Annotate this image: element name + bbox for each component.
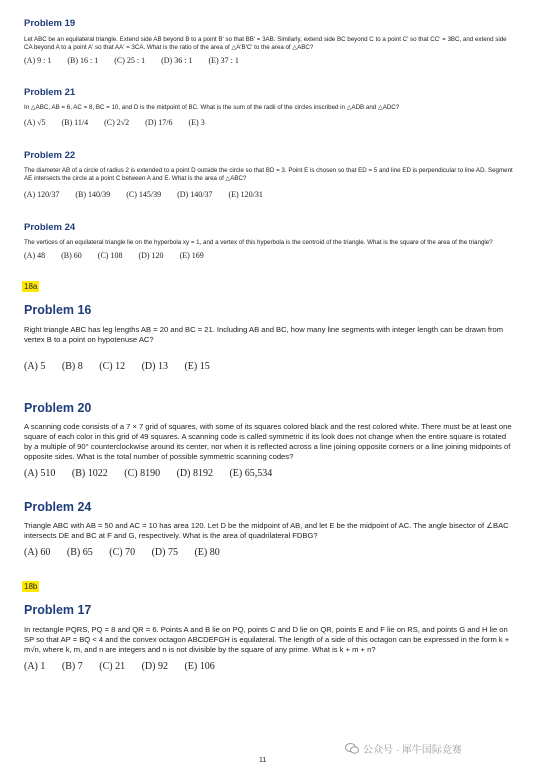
choice-a: (A) 9 : 1 — [24, 56, 52, 65]
section-tag-18b: 18b — [24, 582, 38, 591]
problem-24-quadrilateral — [24, 500, 516, 558]
choice-d: (D) 13 — [141, 361, 168, 372]
choice-c: (C) 2√2 — [104, 118, 130, 127]
problem-title: Problem 17 — [24, 603, 92, 617]
choice-c: (C) 145/39 — [126, 190, 162, 199]
choice-b: (B) 1022 — [71, 468, 108, 479]
choice-c: (C) 8190 — [124, 468, 161, 479]
problem-title: Problem 22 — [24, 150, 76, 161]
choice-d: (D) 75 — [151, 547, 178, 558]
problem-19 — [24, 18, 516, 65]
choice-a: (A) 5 — [24, 361, 46, 372]
choice-a: (A) 120/37 — [24, 190, 60, 199]
problem-24-hyperbola — [24, 222, 516, 260]
choice-b: (B) 8 — [61, 361, 83, 372]
problem-title: Problem 19 — [24, 18, 76, 29]
choice-a: (A) √5 — [24, 118, 46, 127]
problem-title: Problem 24 — [24, 500, 92, 514]
choice-b: (B) 7 — [61, 661, 83, 672]
choice-d: (D) 140/37 — [177, 190, 213, 199]
choice-e: (E) 106 — [184, 661, 215, 672]
problem-16 — [24, 303, 516, 372]
page-number: 11 — [259, 757, 267, 764]
choice-a: (A) 1 — [24, 661, 46, 672]
choice-a: (A) 510 — [24, 468, 56, 479]
choice-d: (D) 36 : 1 — [161, 56, 193, 65]
choice-d: (D) 92 — [141, 661, 168, 672]
watermark — [345, 741, 462, 756]
problem-21 — [24, 87, 516, 127]
choice-c: (C) 25 : 1 — [114, 56, 146, 65]
problem-22 — [24, 150, 516, 199]
choice-a: (A) 48 — [24, 251, 46, 260]
answer-choices — [24, 56, 516, 65]
choice-e: (E) 65,534 — [229, 468, 273, 479]
choice-b: (B) 16 : 1 — [67, 56, 99, 65]
choice-c: (C) 12 — [99, 361, 126, 372]
problem-text: In rectangle PQRS, PQ = 8 and QR = 6. Points A and B lie on PQ, points C and D lie on QR, points E and F lie on RS, and points G and H lie on SP so that AP = BQ < 4 and the convex octagon ABCDEFGH is equilateral. The length of a side of this octagon can be expressed in the form k + m√n, where k, m, and n are integers and n is not divisible by the square of any prime. What is k + m + n? — [24, 625, 510, 654]
choice-d: (D) 17/6 — [145, 118, 173, 127]
problem-title: Problem 24 — [24, 222, 76, 233]
problem-text: Right triangle ABC has leg lengths AB = 20 and BC = 21. Including AB and BC, how many line segments with integer length can be drawn from vertex B to a point on hypotenuse AC? — [24, 325, 504, 344]
problem-17 — [24, 603, 516, 672]
answer-choices — [24, 468, 516, 479]
choice-e: (E) 120/31 — [228, 190, 263, 199]
problem-title: Problem 16 — [24, 303, 92, 317]
section-tag-18a: 18a — [24, 282, 38, 291]
choice-e: (E) 3 — [188, 118, 205, 127]
problem-text: Triangle ABC with AB = 50 and AC = 10 has area 120. Let D be the midpoint of AB, and let E be the midpoint of AC. The angle bisector of ∠BAC intersects DE and BC at F and G, respectively. What is the area of quadrilateral FDBG? — [24, 521, 509, 540]
problem-text: A scanning code consists of a 7 × 7 grid of squares, with some of its squares colored black and the rest colored white. There must be at least one square of each color in this grid of 49 squares. A scanning code is called symmetric if its look does not change when the entire square is rotated by a multiple of 90° counterclockwise around its center, nor when it is reflected across a line joining opposite corners or a line joining midpoints of opposite sides. What is the total number of possible symmetric scanning codes? — [24, 422, 512, 461]
choice-c: (C) 108 — [97, 251, 123, 260]
answer-choices — [24, 661, 516, 672]
choice-e: (E) 169 — [179, 251, 204, 260]
answer-choices — [24, 251, 516, 260]
choice-e: (E) 80 — [194, 547, 220, 558]
choice-d: (D) 8192 — [176, 468, 213, 479]
problem-title: Problem 21 — [24, 87, 76, 98]
problem-20 — [24, 401, 516, 479]
problem-text: The vertices of an equilateral triangle lie on the hyperbola xy = 1, and a vertex of this hyperbola is the centroid of the triangle. What is the square of the area of the triangle? — [24, 239, 493, 246]
choice-b: (B) 11/4 — [61, 118, 89, 127]
answer-choices — [24, 361, 516, 372]
choice-a: (A) 60 — [24, 547, 51, 558]
choice-c: (C) 70 — [109, 547, 136, 558]
choice-b: (B) 60 — [61, 251, 82, 260]
choice-b: (B) 65 — [66, 547, 93, 558]
choice-d: (D) 120 — [138, 251, 164, 260]
wechat-icon — [345, 743, 359, 754]
choice-b: (B) 140/39 — [75, 190, 111, 199]
answer-choices — [24, 190, 516, 199]
problem-text: Let ABC be an equilateral triangle. Extend side AB beyond B to a point B′ so that BB′ = 3AB. Similarly, extend side BC beyond C to a point C′ so that CC′ = 3BC, and extend side CA beyond A to a point A′ so that AA′ = 3CA. What is the ratio of the area of △A′B′C′ to the area of △ABC? — [24, 36, 507, 51]
problem-title: Problem 20 — [24, 401, 92, 415]
problem-text: In △ABC, AB = 6, AC = 8, BC = 10, and D is the midpoint of BC. What is the sum of the radii of the circles inscribed in △ADB and △ADC? — [24, 104, 400, 111]
problem-text: The diameter AB of a circle of radius 2 is extended to a point D outside the circle so that BD = 3. Point E is chosen so that ED = 5 and line ED is perpendicular to line AD. Segment AE intersects the circle at a point C between A and E. What is the area of △ABC? — [24, 167, 513, 182]
answer-choices — [24, 118, 516, 127]
watermark-text: 公众号 · 犀牛国际竞赛 — [363, 745, 462, 756]
choice-c: (C) 21 — [99, 661, 126, 672]
choice-e: (E) 37 : 1 — [208, 56, 239, 65]
choice-e: (E) 15 — [184, 361, 210, 372]
answer-choices — [24, 547, 516, 558]
